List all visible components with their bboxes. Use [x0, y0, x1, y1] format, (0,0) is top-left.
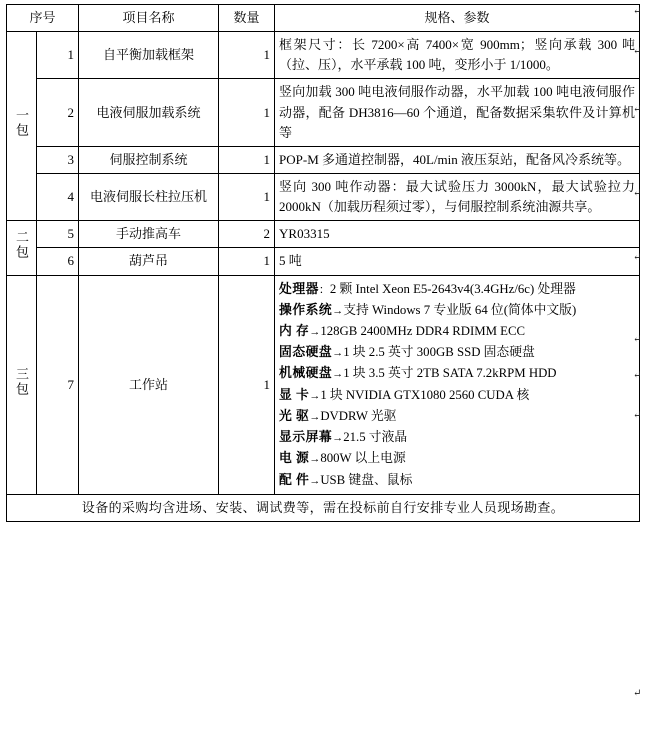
row-no: 2: [37, 79, 79, 146]
header-cell-no: 序号: [7, 5, 79, 32]
paragraph-mark: ↵: [633, 370, 642, 381]
row-qty: 1: [219, 79, 275, 146]
header-cell-name: 项目名称: [79, 5, 219, 32]
row-qty: 1: [219, 173, 275, 220]
row-no: 7: [37, 275, 79, 494]
workstation-spec-value: 2 颗 Intel Xeon E5-2643v4(3.4GHz/6c) 处理器: [329, 281, 576, 296]
row-no: 6: [37, 248, 79, 275]
row-qty: 1: [219, 275, 275, 494]
paragraph-mark: ↵: [633, 104, 642, 115]
package-label: 二包: [14, 229, 29, 260]
package-cell-3: [7, 275, 37, 494]
table-row: [7, 221, 640, 248]
row-spec: 5 吨: [275, 248, 640, 275]
row-qty: 1: [219, 248, 275, 275]
row-spec: 竖向加载 300 吨电液伺服作动器，水平加载 100 吨电液伺服作动器，配备 DH3816—60 个通道，配备数据采集软件及计算机等: [275, 79, 640, 146]
workstation-spec-value: 800W 以上电源: [320, 451, 406, 466]
table-row: [7, 173, 640, 220]
package-cell-2: [7, 221, 37, 275]
workstation-spec-item: [279, 342, 635, 363]
table-footer-row: [7, 494, 640, 521]
workstation-spec-label: 光 驱: [279, 408, 310, 423]
workstation-spec-separator: →: [309, 325, 321, 338]
row-spec: 竖向 300 吨作动器：最大试验压力 3000kN，最大试验拉力 2000kN（加载历程须过零），与伺服控制系统油源共享。: [275, 173, 640, 220]
table-header: [7, 5, 640, 32]
row-no: 3: [37, 146, 79, 173]
header-cell-spec: 规格、参数: [275, 5, 640, 32]
row-name: 伺服控制系统: [79, 146, 219, 173]
workstation-spec-value: DVDRW 光驱: [320, 408, 397, 423]
row-qty: 1: [219, 146, 275, 173]
row-no: 5: [37, 221, 79, 248]
workstation-spec-label: 操作系统: [279, 302, 333, 317]
row-spec: POP-M 多通道控制器，40L/min 液压泵站，配备风冷系统等。: [275, 146, 640, 173]
workstation-spec-item: [279, 279, 635, 300]
row-spec: 框架尺寸：长 7200×高 7400×宽 900mm；竖向承载 300 吨（拉、压），水平承载 100 吨，变形小于 1/1000。: [275, 32, 640, 79]
row-no: 1: [37, 32, 79, 79]
package-label: 三包: [14, 366, 29, 397]
workstation-spec-label: 内 存: [279, 324, 310, 339]
row-spec: YR03315: [275, 221, 640, 248]
workstation-spec-value: 1 块 NVIDIA GTX1080 2560 CUDA 核: [320, 387, 530, 402]
workstation-spec-item: [279, 300, 635, 321]
row-qty: 2: [219, 221, 275, 248]
row-qty: 1: [219, 32, 275, 79]
workstation-spec-separator: →: [332, 368, 344, 381]
table-row: [7, 79, 640, 146]
paragraph-mark: ↵: [633, 6, 642, 17]
header-cell-qty: 数量: [219, 5, 275, 32]
workstation-spec-separator: ：: [318, 283, 330, 296]
workstation-spec-separator: →: [332, 347, 344, 360]
workstation-spec-label: 显 卡: [279, 387, 310, 402]
footer-note: 设备的采购均含进场、安装、调试费等，需在投标前自行安排专业人员现场勘查。: [7, 494, 640, 521]
workstation-spec-label: 机械硬盘: [279, 366, 333, 381]
paragraph-marks-column: [633, 0, 647, 732]
workstation-spec-item: [279, 427, 635, 448]
row-spec-workstation: [275, 275, 640, 494]
table-row: [7, 32, 640, 79]
table-header-row: [7, 5, 640, 32]
paragraph-mark: ↵: [633, 188, 642, 199]
workstation-spec-value: 128GB 2400MHz DDR4 RDIMM ECC: [320, 324, 526, 339]
workstation-spec-item: [279, 470, 635, 491]
paragraph-mark: ↵: [633, 334, 642, 345]
package-cell-1: [7, 32, 37, 221]
paragraph-mark: ↵: [633, 688, 642, 699]
specification-table: [6, 4, 640, 522]
workstation-spec-label: 固态硬盘: [279, 345, 333, 360]
workstation-spec-item: [279, 406, 635, 427]
row-name: 葫芦吊: [79, 248, 219, 275]
workstation-spec-label: 显示屏幕: [279, 430, 333, 445]
workstation-spec-item: [279, 363, 635, 384]
workstation-spec-separator: →: [332, 304, 344, 317]
paragraph-mark: ↵: [633, 46, 642, 57]
workstation-spec-value: USB 键盘、鼠标: [320, 472, 413, 487]
package-label: 一包: [14, 108, 29, 139]
row-name: 手动推高车: [79, 221, 219, 248]
workstation-spec-value: 21.5 寸液晶: [343, 430, 408, 445]
table-body: [7, 32, 640, 522]
workstation-spec-separator: →: [309, 389, 321, 402]
workstation-spec-item: [279, 321, 635, 342]
table-row: [7, 248, 640, 275]
workstation-spec-item: [279, 448, 635, 469]
workstation-spec-label: 电 源: [279, 451, 310, 466]
table-row: [7, 275, 640, 494]
row-name: 工作站: [79, 275, 219, 494]
workstation-spec-separator: →: [309, 410, 321, 423]
table-row: [7, 146, 640, 173]
paragraph-mark: ↵: [633, 252, 642, 263]
workstation-spec-separator: →: [332, 432, 344, 445]
row-no: 4: [37, 173, 79, 220]
workstation-spec-item: [279, 385, 635, 406]
workstation-spec-label: 配 件: [279, 472, 310, 487]
workstation-spec-value: 1 块 3.5 英寸 2TB SATA 7.2kRPM HDD: [343, 366, 557, 381]
workstation-spec-list: [279, 279, 635, 491]
row-name: 自平衡加载框架: [79, 32, 219, 79]
workstation-spec-separator: →: [309, 453, 321, 466]
row-name: 电液伺服加载系统: [79, 79, 219, 146]
workstation-spec-value: 支持 Windows 7 专业版 64 位(简体中文版): [343, 302, 577, 317]
workstation-spec-label: 处理器: [279, 281, 319, 296]
workstation-spec-separator: →: [309, 474, 321, 487]
paragraph-mark: ↵: [633, 410, 642, 421]
workstation-spec-value: 1 块 2.5 英寸 300GB SSD 固态硬盘: [343, 345, 535, 360]
row-name: 电液伺服长柱拉压机: [79, 173, 219, 220]
